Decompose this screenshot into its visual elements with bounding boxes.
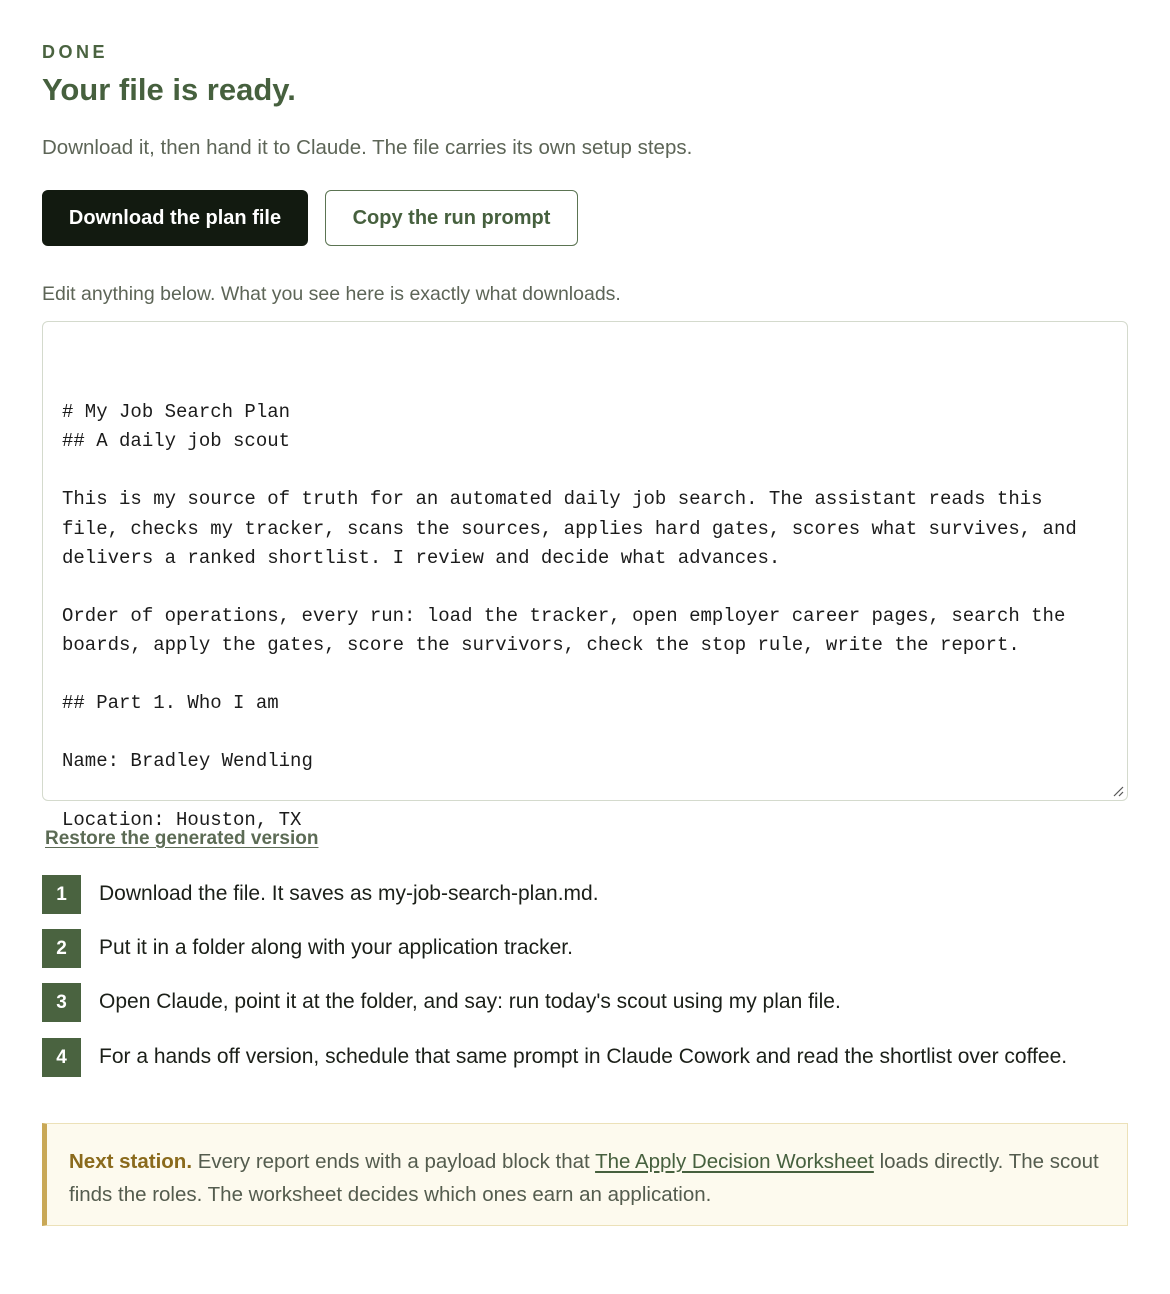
plan-editor[interactable]	[42, 321, 1128, 831]
page-title: Your file is ready.	[42, 72, 296, 107]
next-station-callout	[42, 1123, 1128, 1226]
step-text: Open Claude, point it at the folder, and say: run today's scout using my plan file.	[99, 990, 841, 1013]
status-eyebrow: DONE	[42, 42, 109, 62]
apply-worksheet-link[interactable]: The Apply Decision Worksheet	[595, 1150, 874, 1173]
callout-lead: Next station.	[69, 1150, 193, 1173]
page-description: Download it, then hand it to Claude. The file carries its own setup steps.	[42, 136, 693, 159]
callout-text-after: loads directly. The scout finds the roles. The worksheet decides which ones earn an application.	[69, 1150, 1099, 1206]
step-number-badge: 2	[42, 929, 81, 968]
step-number-badge: 4	[42, 1038, 81, 1077]
step-item	[42, 1038, 1128, 1078]
download-plan-button[interactable]: Download the plan file	[42, 190, 308, 246]
restore-generated-link[interactable]: Restore the generated version	[45, 828, 319, 849]
step-text: Put it in a folder along with your application tracker.	[99, 936, 573, 959]
plan-editor-text[interactable]: # My Job Search Plan ## A daily job scout This is my source of truth for an automated daily job search. The assistant reads this file, checks my tracker, scans the sources, applies hard gates, scores what survives, and delivers a ranked shortlist. I review and decide what advances. Order of operations, every run: load the tracker, open employer career pages, search the boards, apply the gates, score the survivors, check the stop rule, write the report. ## Part 1. Who I am Name: Bradley Wendling Location: Houston, TX	[62, 401, 1077, 831]
resize-grip-icon[interactable]	[1112, 785, 1124, 797]
editor-hint: Edit anything below. What you see here is exactly what downloads.	[42, 283, 621, 305]
step-item	[42, 983, 1128, 1023]
step-text: For a hands off version, schedule that same prompt in Claude Cowork and read the shortlist over coffee.	[99, 1045, 1068, 1068]
step-item	[42, 929, 1128, 969]
step-item	[42, 875, 1128, 915]
step-number-badge: 1	[42, 875, 81, 914]
callout-text-before: Every report ends with a payload block that	[197, 1150, 590, 1173]
step-text: Download the file. It saves as my-job-search-plan.md.	[99, 882, 599, 905]
copy-run-prompt-button[interactable]: Copy the run prompt	[325, 190, 578, 246]
step-number-badge: 3	[42, 983, 81, 1022]
